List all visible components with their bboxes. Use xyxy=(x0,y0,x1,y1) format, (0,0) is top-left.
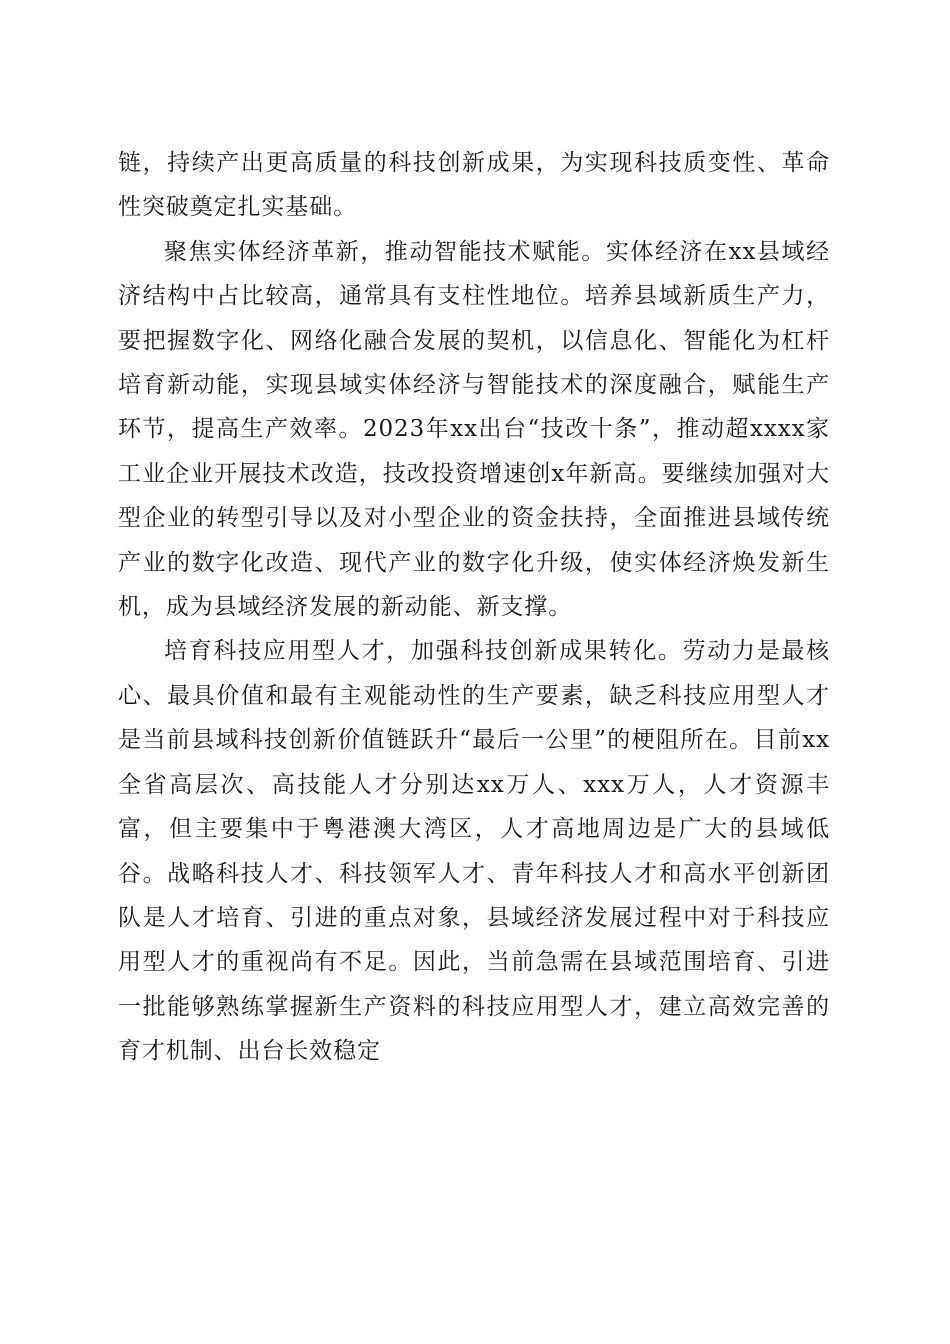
paragraph-continuation: 链，持续产出更高质量的科技创新成果，为实现科技质变性、革命性突破奠定扎实基础。 xyxy=(118,150,830,221)
paragraph-talent: 培育科技应用型人才，加强科技创新成果转化。劳动力是最核心、最具价值和最有主观能动性的生产要素，缺乏科技应用型人才是当前县域科技创新价值链跃升“最后一公里”的梗阻所在。目前xx全省高层次、高技能人才分别达xx万人、xxx万人，人才资源丰富，但主要集中于粤港澳大湾区，人才高地周边是广大的县域低谷。战略科技人才、科技领军人才、青年科技人才和高水平创新团队是人才培育、引进的重点对象，县域经济发展过程中对于科技应用型人才的重视尚有不足。因此，当前急需在县域范围培育、引进一批能够熟练掌握新生产资料的科技应用型人才，建立高效完善的育才机制、出台长效稳定 xyxy=(118,638,830,1065)
body-text xyxy=(118,141,830,1074)
paragraph-real-economy: 聚焦实体经济革新，推动智能技术赋能。实体经济在xx县域经济结构中占比较高，通常具有支柱性地位。培养县域新质生产力，要把握数字化、网络化融合发展的契机，以信息化、智能化为杠杆培育新动能，实现县域实体经济与智能技术的深度融合，赋能生产环节，提高生产效率。2023年xx出台“技改十条”，推动超xxxx家工业企业开展技术改造，技改投资增速创x年新高。要继续加强对大型企业的转型引导以及对小型企业的资金扶持，全面推进县域传统产业的数字化改造、现代产业的数字化升级，使实体经济焕发新生机，成为县域经济发展的新动能、新支撑。 xyxy=(118,238,830,621)
